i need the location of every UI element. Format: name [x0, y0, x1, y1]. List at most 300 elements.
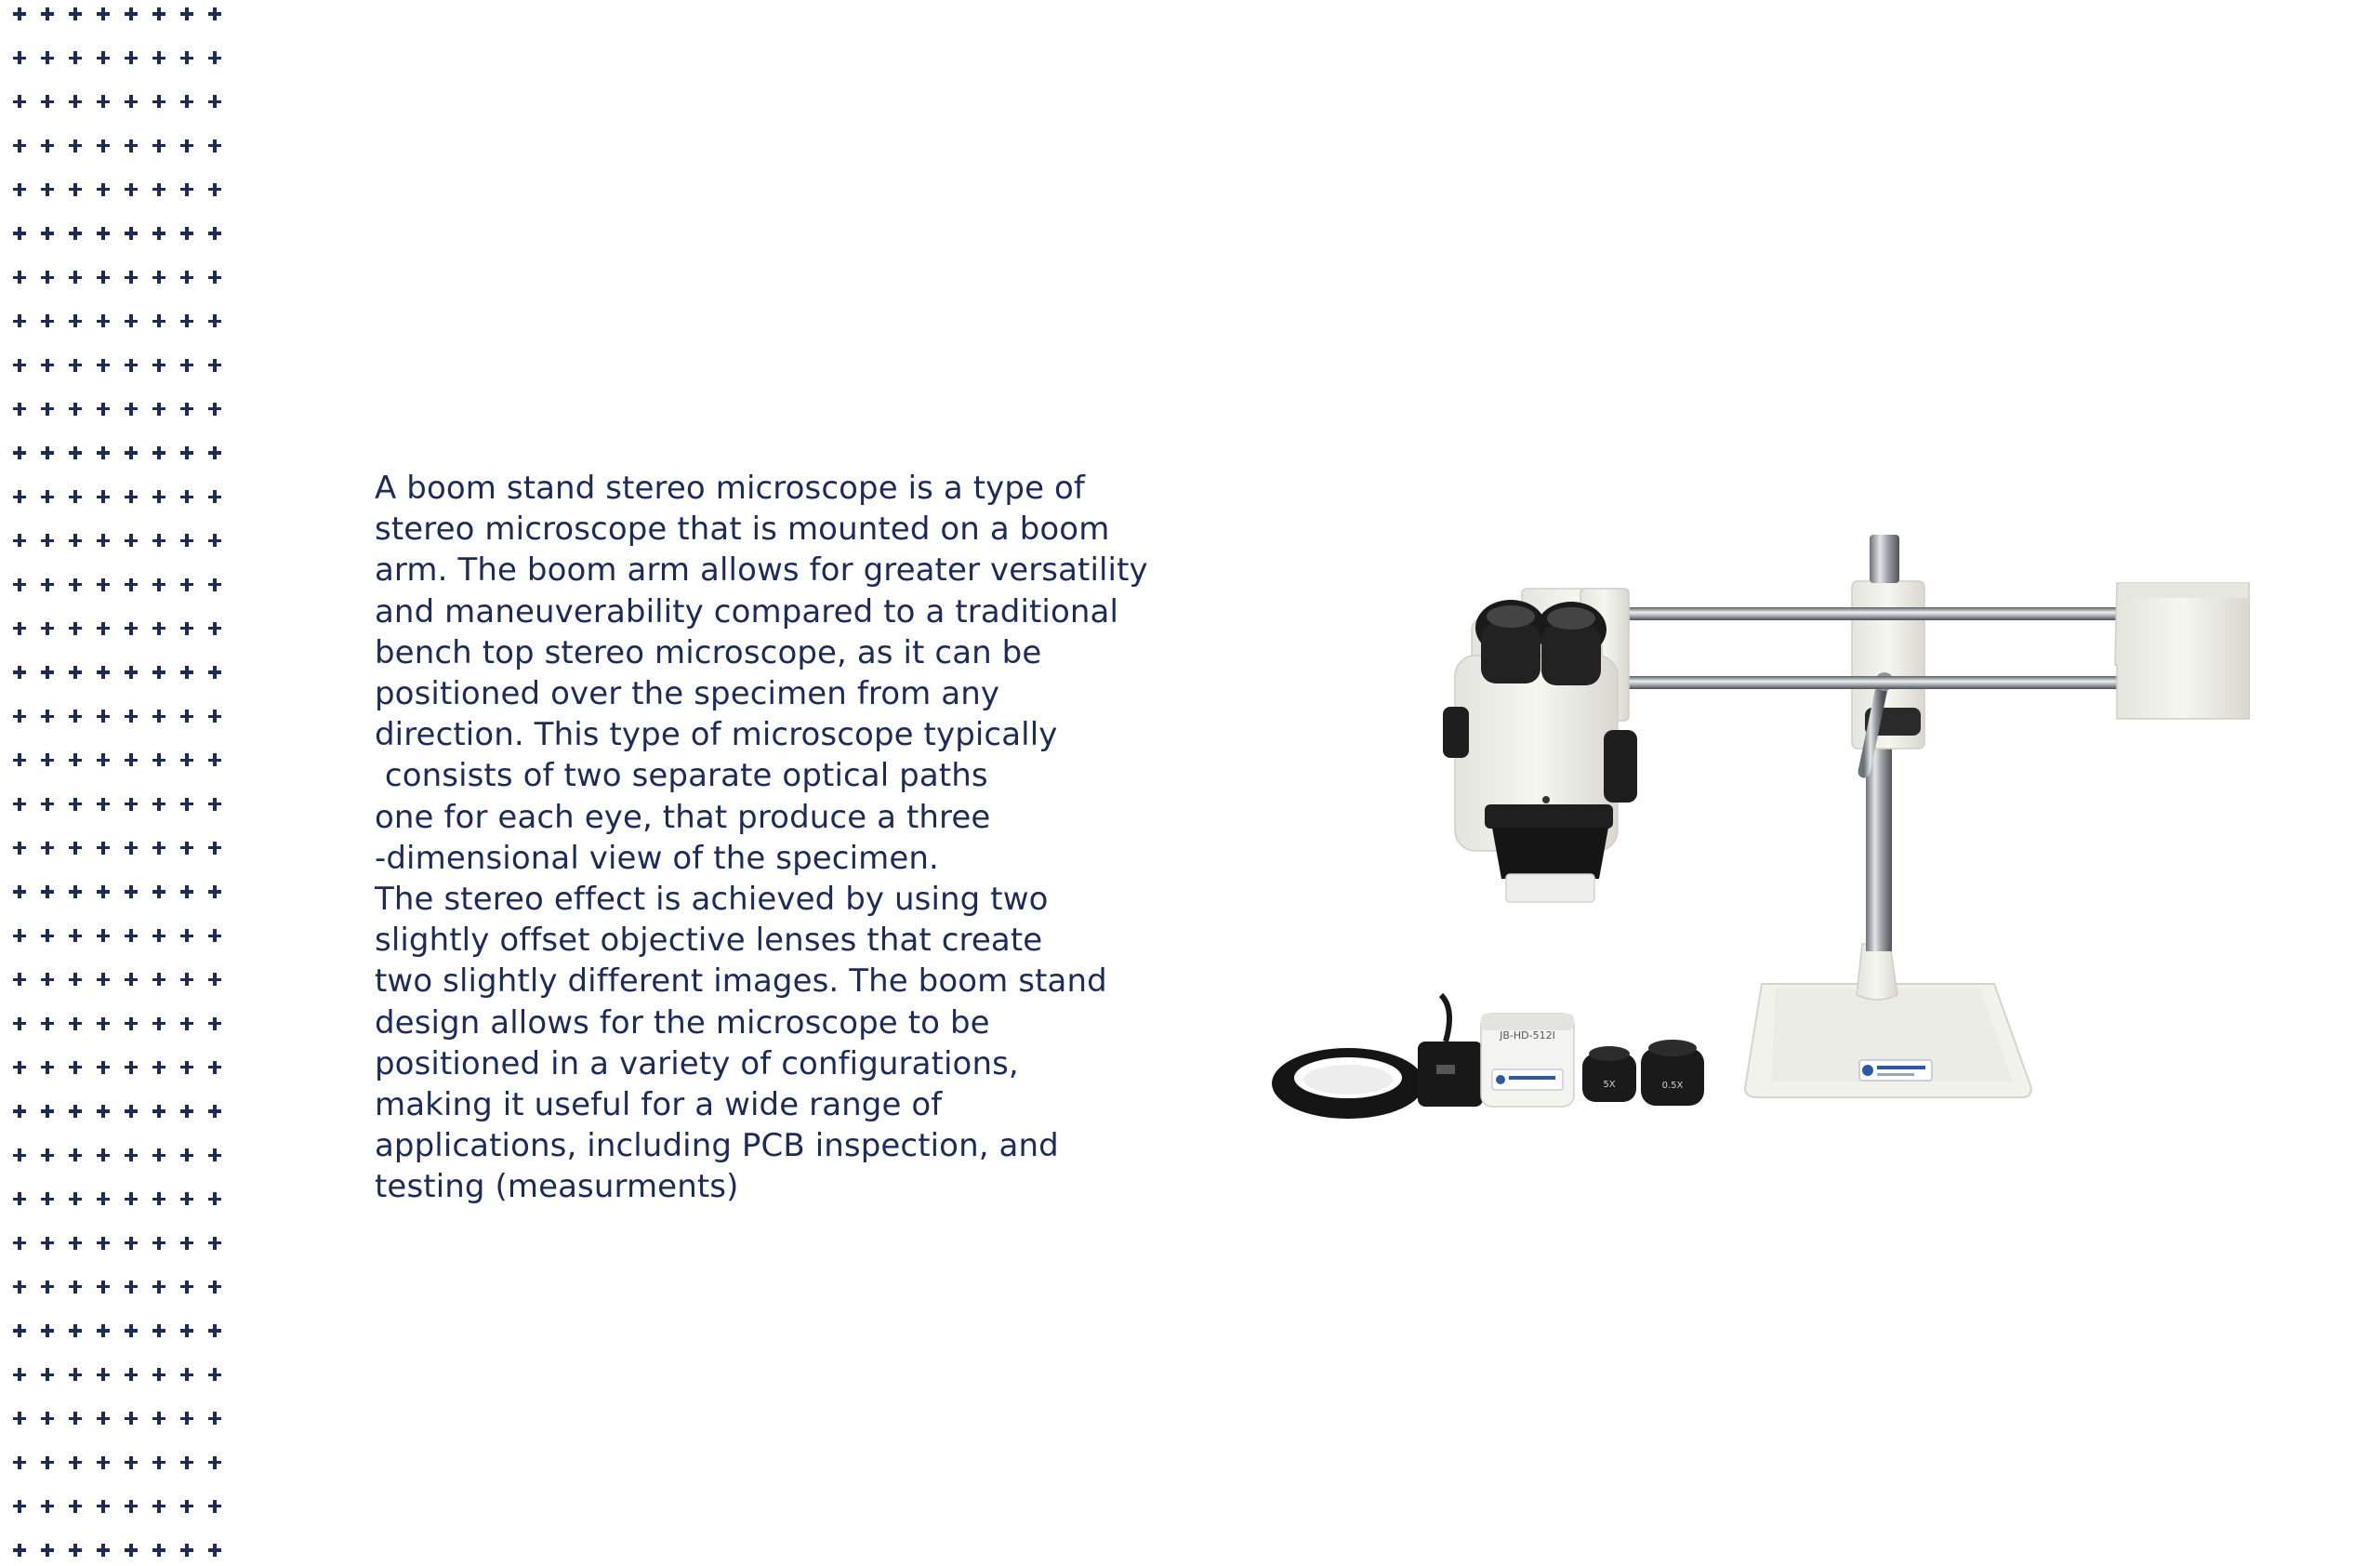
plus-mark — [41, 1500, 54, 1513]
plus-mark — [69, 1368, 82, 1381]
plus-mark — [69, 490, 82, 503]
plus-mark — [41, 1281, 54, 1294]
adapter-label-2: 0.5X — [1661, 1081, 1684, 1091]
plus-mark — [69, 1105, 82, 1118]
plus-mark — [13, 446, 26, 459]
plus-mark — [208, 1368, 221, 1381]
plus-mark — [13, 1017, 26, 1030]
plus-mark — [125, 973, 138, 986]
counterweight — [2115, 583, 2250, 719]
plus-mark — [69, 710, 82, 723]
plus-mark — [180, 1456, 193, 1469]
plus-mark — [125, 446, 138, 459]
plus-mark — [13, 1192, 26, 1205]
plus-mark — [41, 314, 54, 327]
plus-mark — [125, 1281, 138, 1294]
plus-mark — [41, 1368, 54, 1381]
plus-mark — [97, 534, 110, 547]
plus-mark — [208, 842, 221, 855]
plus-mark — [152, 973, 165, 986]
plus-mark — [208, 973, 221, 986]
plus-mark — [13, 842, 26, 855]
plus-mark — [180, 622, 193, 635]
plus-mark — [125, 578, 138, 591]
plus-mark — [125, 1148, 138, 1161]
plus-mark — [152, 51, 165, 64]
plus-mark — [41, 183, 54, 196]
plus-mark — [69, 139, 82, 153]
plus-mark — [125, 1412, 138, 1425]
plus-mark — [97, 1544, 110, 1557]
plus-mark — [41, 1412, 54, 1425]
plus-mark — [69, 359, 82, 372]
plus-mark — [180, 1148, 193, 1161]
plus-mark — [125, 1105, 138, 1118]
plus-mark — [97, 139, 110, 153]
plus-mark — [152, 7, 165, 20]
plus-mark — [97, 359, 110, 372]
plus-mark — [125, 7, 138, 20]
plus-mark — [97, 490, 110, 503]
plus-mark — [41, 973, 54, 986]
plus-mark — [180, 359, 193, 372]
plus-mark — [180, 314, 193, 327]
description-line: two slightly different images. The boom stand — [375, 962, 1107, 1001]
plus-mark — [97, 7, 110, 20]
plus-mark — [180, 95, 193, 108]
plus-mark — [152, 578, 165, 591]
plus-mark — [41, 929, 54, 942]
plus-mark — [41, 359, 54, 372]
plus-mark — [41, 842, 54, 855]
plus-mark — [69, 271, 82, 284]
plus-mark — [13, 534, 26, 547]
plus-mark — [97, 1456, 110, 1469]
plus-mark — [125, 534, 138, 547]
plus-mark — [180, 1237, 193, 1250]
plus-mark — [180, 710, 193, 723]
plus-mark — [69, 1500, 82, 1513]
plus-mark — [13, 973, 26, 986]
plus-mark — [125, 842, 138, 855]
plus-mark — [208, 95, 221, 108]
plus-mark — [180, 1281, 193, 1294]
plus-mark — [180, 1324, 193, 1337]
plus-mark — [13, 95, 26, 108]
plus-mark — [180, 798, 193, 811]
plus-mark — [69, 446, 82, 459]
plus-mark — [69, 7, 82, 20]
plus-mark — [152, 95, 165, 108]
plus-mark — [208, 885, 221, 898]
plus-mark — [13, 51, 26, 64]
plus-mark — [41, 1148, 54, 1161]
plus-mark — [152, 929, 165, 942]
plus-mark — [41, 95, 54, 108]
plus-mark — [180, 666, 193, 679]
plus-mark — [152, 403, 165, 416]
plus-mark — [69, 885, 82, 898]
plus-mark — [97, 842, 110, 855]
plus-mark — [152, 798, 165, 811]
plus-mark — [97, 314, 110, 327]
plus-mark — [152, 1105, 165, 1118]
plus-mark — [13, 1456, 26, 1469]
plus-mark — [208, 403, 221, 416]
plus-mark — [13, 359, 26, 372]
plus-mark — [125, 885, 138, 898]
description-line: design allows for the microscope to be — [375, 1003, 990, 1042]
plus-mark — [13, 710, 26, 723]
plus-mark — [208, 1237, 221, 1250]
column-clamp — [1852, 535, 1924, 772]
plus-mark — [69, 666, 82, 679]
plus-mark — [180, 403, 193, 416]
plus-mark — [180, 753, 193, 766]
adapter-label-1: 5X — [1603, 1080, 1616, 1090]
description-line: positioned over the specimen from any — [375, 675, 1000, 713]
plus-mark — [97, 798, 110, 811]
plus-mark — [69, 1412, 82, 1425]
plus-mark — [208, 1192, 221, 1205]
plus-mark — [152, 534, 165, 547]
plus-mark — [208, 666, 221, 679]
plus-mark — [97, 1148, 110, 1161]
plus-mark — [152, 314, 165, 327]
description-line: stereo microscope that is mounted on a boom — [375, 511, 1110, 549]
plus-mark — [69, 227, 82, 240]
plus-mark — [180, 842, 193, 855]
plus-mark — [125, 51, 138, 64]
plus-mark — [180, 271, 193, 284]
plus-mark — [97, 753, 110, 766]
plus-mark — [69, 1456, 82, 1469]
plus-mark — [208, 271, 221, 284]
plus-mark — [125, 622, 138, 635]
microscope-description — [375, 468, 1156, 1208]
description-line: and maneuverability compared to a traditional — [375, 592, 1119, 630]
plus-mark — [180, 490, 193, 503]
plus-mark — [208, 534, 221, 547]
plus-mark — [41, 1324, 54, 1337]
plus-mark — [97, 666, 110, 679]
plus-mark — [41, 227, 54, 240]
plus-mark — [41, 1544, 54, 1557]
plus-mark — [208, 929, 221, 942]
plus-mark — [152, 490, 165, 503]
plus-mark — [69, 403, 82, 416]
plus-mark — [13, 1412, 26, 1425]
plus-mark — [152, 183, 165, 196]
plus-mark — [41, 534, 54, 547]
plus-mark — [125, 1237, 138, 1250]
plus-mark — [152, 1061, 165, 1074]
plus-mark — [125, 929, 138, 942]
plus-mark — [208, 798, 221, 811]
plus-mark — [41, 1237, 54, 1250]
plus-mark — [41, 1061, 54, 1074]
plus-mark — [125, 1456, 138, 1469]
plus-mark — [152, 271, 165, 284]
plus-mark — [125, 1368, 138, 1381]
description-line: applications, including PCB inspection, and — [375, 1127, 1059, 1165]
plus-mark — [41, 578, 54, 591]
plus-mark — [97, 403, 110, 416]
plus-mark — [13, 490, 26, 503]
plus-mark — [69, 753, 82, 766]
plus-mark — [125, 1324, 138, 1337]
plus-mark — [208, 753, 221, 766]
plus-mark — [125, 1544, 138, 1557]
camera-label: JB-HD-512I — [1500, 1029, 1555, 1042]
plus-mark — [69, 95, 82, 108]
plus-mark — [152, 1281, 165, 1294]
plus-mark — [180, 1017, 193, 1030]
plus-mark — [41, 271, 54, 284]
plus-mark — [69, 1324, 82, 1337]
plus-mark — [180, 1544, 193, 1557]
plus-mark — [69, 973, 82, 986]
plus-mark — [97, 929, 110, 942]
plus-mark — [180, 227, 193, 240]
plus-mark — [208, 1412, 221, 1425]
plus-mark — [69, 798, 82, 811]
plus-mark — [69, 622, 82, 635]
plus-mark — [97, 1324, 110, 1337]
plus-mark — [13, 1281, 26, 1294]
plus-mark — [125, 1061, 138, 1074]
plus-mark — [69, 183, 82, 196]
description-line: consists of two separate optical paths — [375, 757, 988, 795]
plus-mark — [41, 139, 54, 153]
plus-mark — [41, 885, 54, 898]
plus-mark — [13, 753, 26, 766]
plus-mark — [41, 798, 54, 811]
plus-mark — [180, 51, 193, 64]
plus-mark — [13, 885, 26, 898]
plus-mark — [125, 1500, 138, 1513]
description-line: making it useful for a wide range of — [375, 1086, 943, 1124]
plus-mark — [180, 1368, 193, 1381]
description-line: -dimensional view of the specimen. — [375, 839, 939, 877]
plus-mark — [180, 1192, 193, 1205]
plus-mark — [125, 710, 138, 723]
plus-mark — [180, 1105, 193, 1118]
plus-mark — [97, 446, 110, 459]
plus-mark — [125, 139, 138, 153]
plus-mark — [97, 1105, 110, 1118]
plus-mark — [41, 1192, 54, 1205]
plus-mark — [152, 359, 165, 372]
plus-mark — [13, 271, 26, 284]
plus-mark — [208, 710, 221, 723]
decorative-plus-grid — [13, 7, 245, 1566]
lens-adapters — [1582, 1040, 1704, 1106]
plus-mark — [208, 1017, 221, 1030]
plus-mark — [97, 710, 110, 723]
plus-mark — [208, 227, 221, 240]
plus-mark — [97, 973, 110, 986]
plus-mark — [125, 359, 138, 372]
plus-mark — [125, 1017, 138, 1030]
plus-mark — [152, 710, 165, 723]
plus-mark — [13, 1500, 26, 1513]
plus-mark — [69, 534, 82, 547]
plus-mark — [97, 1281, 110, 1294]
camera — [1481, 1014, 1574, 1107]
stand-base — [1745, 984, 2031, 1097]
plus-mark — [180, 1412, 193, 1425]
plus-mark — [152, 1324, 165, 1337]
plus-mark — [97, 578, 110, 591]
plus-mark — [152, 1412, 165, 1425]
plus-mark — [97, 95, 110, 108]
plus-mark — [125, 271, 138, 284]
plus-mark — [180, 139, 193, 153]
plus-mark — [208, 314, 221, 327]
plus-mark — [208, 1544, 221, 1557]
plus-mark — [69, 1544, 82, 1557]
plus-mark — [208, 7, 221, 20]
plus-mark — [97, 51, 110, 64]
plus-mark — [69, 1148, 82, 1161]
plus-mark — [97, 1017, 110, 1030]
plus-mark — [41, 490, 54, 503]
plus-mark — [41, 666, 54, 679]
plus-mark — [13, 403, 26, 416]
description-line: A boom stand stereo microscope is a type of — [375, 470, 1085, 507]
plus-mark — [13, 227, 26, 240]
plus-mark — [208, 139, 221, 153]
plus-mark — [208, 1500, 221, 1513]
plus-mark — [208, 1281, 221, 1294]
plus-mark — [208, 359, 221, 372]
plus-mark — [180, 929, 193, 942]
plus-mark — [208, 578, 221, 591]
plus-mark — [13, 1237, 26, 1250]
plus-mark — [180, 446, 193, 459]
plus-mark — [125, 95, 138, 108]
plus-mark — [13, 798, 26, 811]
plus-mark — [69, 1237, 82, 1250]
plus-mark — [152, 666, 165, 679]
plus-mark — [41, 446, 54, 459]
plus-mark — [69, 51, 82, 64]
plus-mark — [41, 753, 54, 766]
plus-mark — [69, 578, 82, 591]
plus-mark — [125, 403, 138, 416]
plus-mark — [97, 885, 110, 898]
plus-mark — [41, 710, 54, 723]
plus-mark — [125, 798, 138, 811]
plus-mark — [180, 534, 193, 547]
plus-mark — [180, 1500, 193, 1513]
plus-mark — [41, 51, 54, 64]
plus-mark — [69, 1281, 82, 1294]
plus-mark — [152, 622, 165, 635]
plus-mark — [69, 1017, 82, 1030]
plus-mark — [13, 1368, 26, 1381]
plus-mark — [152, 227, 165, 240]
plus-mark — [125, 183, 138, 196]
plus-mark — [97, 1192, 110, 1205]
plus-mark — [152, 1544, 165, 1557]
plus-mark — [180, 578, 193, 591]
description-line: one for each eye, that produce a three — [375, 798, 991, 836]
plus-mark — [97, 183, 110, 196]
plus-mark — [152, 139, 165, 153]
plus-mark — [41, 1017, 54, 1030]
plus-mark — [152, 1148, 165, 1161]
plus-mark — [13, 183, 26, 196]
plus-mark — [152, 446, 165, 459]
description-line: bench top stereo microscope, as it can be — [375, 633, 1042, 671]
plus-mark — [13, 1061, 26, 1074]
plus-mark — [125, 314, 138, 327]
plus-mark — [69, 1061, 82, 1074]
plus-mark — [208, 490, 221, 503]
plus-mark — [180, 973, 193, 986]
description-line: slightly offset objective lenses that create — [375, 922, 1043, 960]
plus-mark — [152, 1368, 165, 1381]
description-line: arm. The boom arm allows for greater versatility — [375, 551, 1148, 590]
plus-mark — [152, 885, 165, 898]
plus-mark — [125, 1192, 138, 1205]
plus-mark — [13, 1544, 26, 1557]
plus-mark — [152, 1500, 165, 1513]
plus-mark — [208, 622, 221, 635]
ring-light — [1272, 1048, 1424, 1119]
plus-mark — [97, 1061, 110, 1074]
plus-mark — [69, 1192, 82, 1205]
plus-mark — [97, 1412, 110, 1425]
plus-mark — [69, 314, 82, 327]
plus-mark — [97, 1368, 110, 1381]
plus-mark — [208, 1324, 221, 1337]
plus-mark — [97, 1237, 110, 1250]
plus-mark — [41, 403, 54, 416]
description-line: testing (measurments) — [375, 1168, 739, 1206]
power-adapter — [1418, 995, 1483, 1107]
product-photo — [1269, 525, 2250, 1125]
plus-mark — [97, 1500, 110, 1513]
plus-mark — [13, 1324, 26, 1337]
plus-mark — [13, 139, 26, 153]
plus-mark — [13, 929, 26, 942]
plus-mark — [208, 1105, 221, 1118]
plus-mark — [152, 1017, 165, 1030]
plus-mark — [180, 7, 193, 20]
plus-mark — [125, 666, 138, 679]
plus-mark — [180, 1061, 193, 1074]
plus-mark — [208, 1456, 221, 1469]
plus-mark — [97, 622, 110, 635]
plus-mark — [13, 578, 26, 591]
plus-mark — [208, 446, 221, 459]
plus-mark — [125, 490, 138, 503]
description-line: The stereo effect is achieved by using two — [375, 881, 1049, 919]
plus-mark — [13, 7, 26, 20]
plus-mark — [152, 1456, 165, 1469]
plus-mark — [125, 227, 138, 240]
plus-mark — [13, 666, 26, 679]
plus-mark — [152, 753, 165, 766]
plus-mark — [180, 885, 193, 898]
plus-mark — [41, 7, 54, 20]
plus-mark — [69, 842, 82, 855]
plus-mark — [152, 1192, 165, 1205]
plus-mark — [208, 1061, 221, 1074]
